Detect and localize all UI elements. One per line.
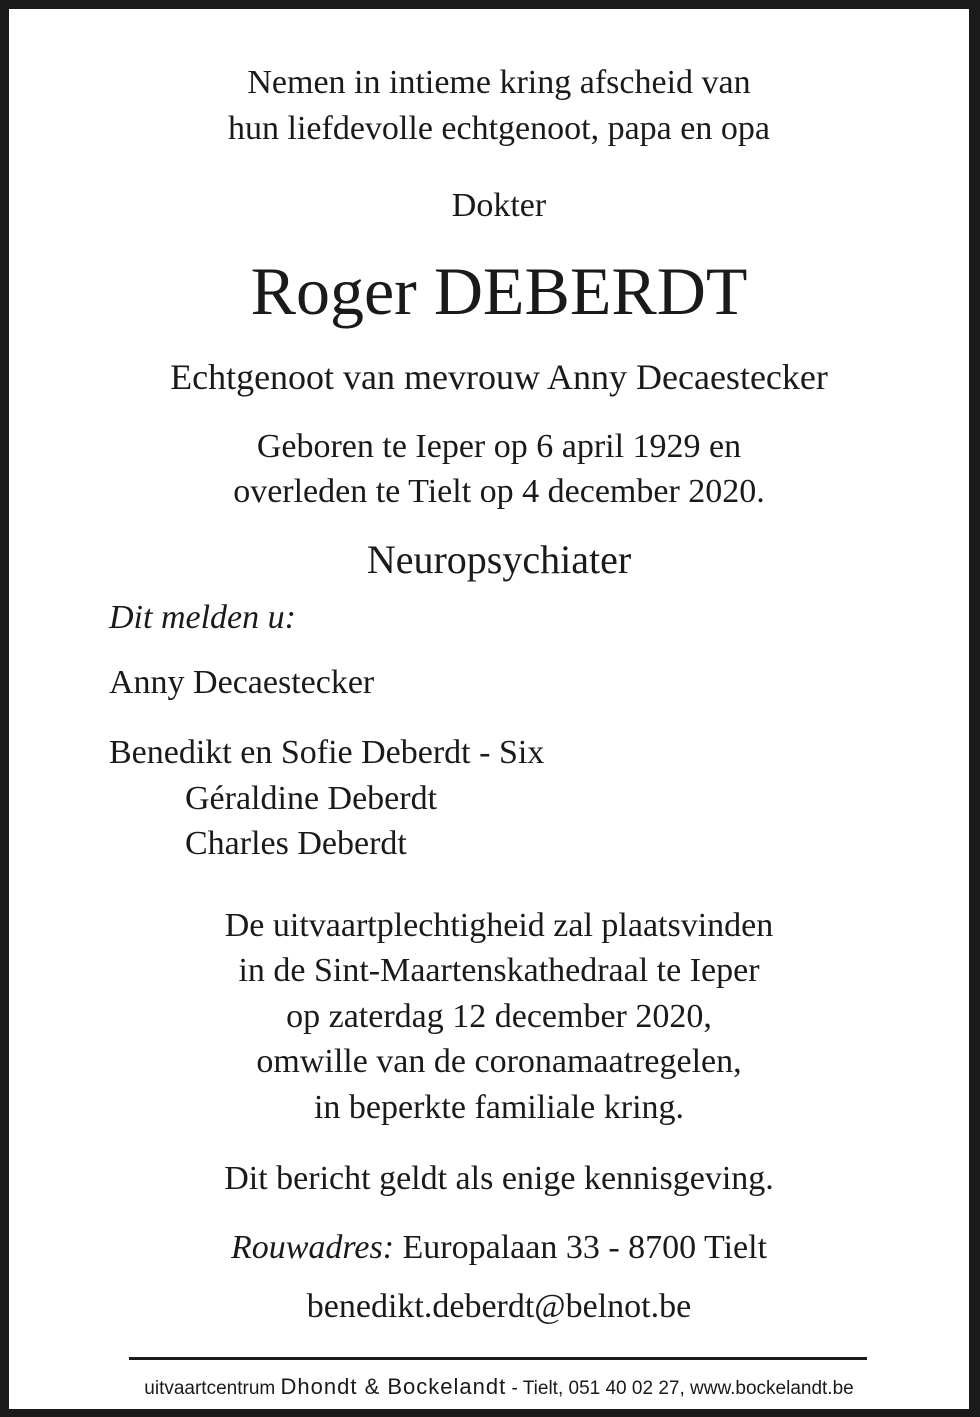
ceremony-line-5: in beperkte familiale kring. — [313, 1089, 685, 1126]
deceased-name: Roger DEBERDT — [250, 253, 748, 329]
address — [9, 1229, 980, 1267]
ceremony-line-1: De uitvaartplechtigheid zal plaatsvinden — [224, 907, 774, 944]
address-label: Rouwadres: — [230, 1229, 395, 1266]
profession: Neuropsychiater — [366, 537, 632, 582]
family-children: Benedikt en Sofie Deberdt - Six — [109, 734, 545, 771]
intro-line-2: hun liefdevolle echtgenoot, papa en opa — [228, 110, 770, 147]
ceremony-line-2: in de Sint-Maartenskathedraal te Ieper — [238, 952, 760, 989]
footer-prefix: uitvaartcentrum — [144, 1378, 276, 1399]
announce-label: Dit melden u: — [109, 599, 296, 636]
birth-line-1: Geboren te Ieper op 6 april 1929 en — [256, 428, 742, 465]
ceremony-line-3: op zaterdag 12 december 2020, — [286, 998, 712, 1035]
family-grandchild-1: Géraldine Deberdt — [185, 780, 438, 817]
notice: Dit bericht geldt als enige kennisgeving. — [224, 1160, 774, 1197]
footer — [9, 1374, 980, 1400]
family-spouse: Anny Decaestecker — [109, 664, 375, 701]
intro-line-1: Nemen in intieme kring afscheid van — [247, 64, 751, 101]
title: Dokter — [451, 187, 547, 224]
email: benedikt.deberdt@belnot.be — [306, 1288, 692, 1325]
footer-company: Dhondt & Bockelandt — [280, 1374, 507, 1399]
footer-suffix: - Tielt, 051 40 02 27, www.bockelandt.be — [511, 1378, 854, 1399]
address-value: Europalaan 33 - 8700 Tielt — [402, 1229, 768, 1266]
spouse-line: Echtgenoot van mevrouw Anny Decaestecker — [170, 357, 828, 397]
family-grandchild-2: Charles Deberdt — [185, 825, 407, 862]
footer-divider — [129, 1357, 867, 1360]
ceremony-line-4: omwille van de coronamaatregelen, — [256, 1043, 742, 1080]
birth-line-2: overleden te Tielt op 4 december 2020. — [233, 473, 765, 510]
